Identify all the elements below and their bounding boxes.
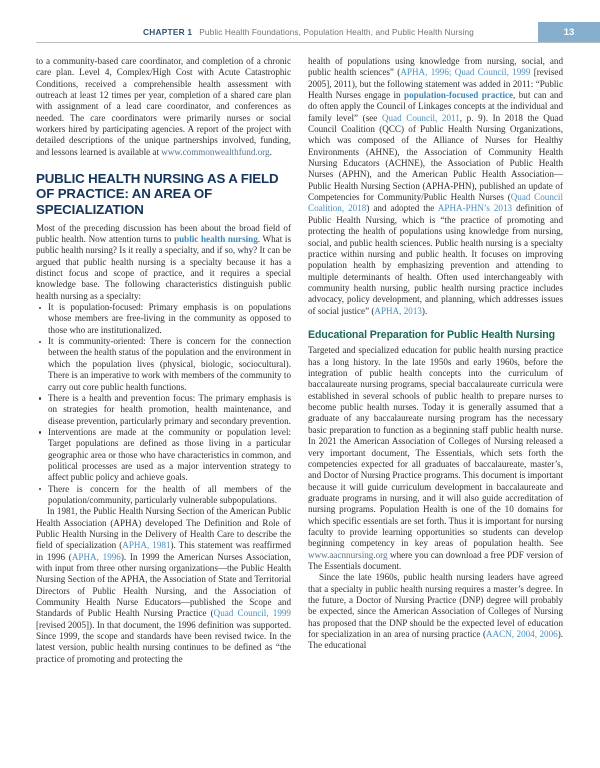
paragraph-history (36, 506, 291, 665)
intro-part-2: . What is public health nursing? Is it really a specialty, and if so, why? It can be argued that public health nursing is a specialty because it has a distinct focus and scope of practice, and it requires a special knowledge base. The following characteristics distinguish public health nursing as a specialty: (36, 234, 291, 301)
commonwealth-fund-link[interactable]: www.commonwealthfund.org (161, 146, 270, 157)
definition-part-7: ). (421, 305, 428, 316)
definition-part-6: definition of Public Health Nursing, which is “the practice of promoting and protecting the health of populations using knowledge from nursing, social, and public health sciences. Public health nursing is a specialty practice within nursing and public health. It focuses on improving population health by emphasizing prevention and attending to multiple determinants of health. Often used interchangeably with community health nursing, public health nursing practice includes advocacy, policy development, and planning, which addresses issues of social justice” ( (308, 203, 563, 316)
continued-text-after: . (269, 146, 272, 157)
paragraph-final (308, 572, 563, 651)
paragraph-education (308, 345, 563, 572)
education-part-1: Targeted and specialized education for public health nursing practice has a long history. In the late 1950s and early 1960s, before the integration of public health concepts into the curriculum of baccalaureate nursing programs, special baccalaureate curricula were established in several schools of public health to prepare nurses to become public health nurses. Today it is generally assumed that a graduate of any baccalaureate nursing program has the necessary basic preparation to function as a beginning staff public health nurse. In 2021 the American Association of Colleges of Nursing released a very important document, The Essentials, which sets forth the competencies expected for all graduates of baccalaureate, master’s, and Doctor of Nursing Practice programs. This document is important because it will guide curriculum development in baccalaureate and graduate programs in nursing, and it will also guide accreditation of nursing programs. Population Health is one of the 10 domains for which specific essentials are set forth. Thus it is important for nursing faculty to provide learning opportunities so students can develop beginning competency in key areas of population health. See (308, 345, 563, 549)
two-column-body (36, 56, 564, 748)
definition-part-3: , but can and do often apply the Council of Linkages concepts at the individual and family level” (see (308, 90, 563, 123)
paragraph-intro (36, 223, 291, 302)
header-left-spacer (0, 22, 143, 42)
citation-apha-1981[interactable]: APHA, 1981 (122, 540, 171, 551)
chapter-title: Public Health Foundations, Population Health, and Public Health Nursing (199, 27, 474, 37)
intro-part-1: Most of the preceding discussion has been about the broad field of public health. Now attention turns to (36, 222, 291, 245)
key-term-population-focused-practice: population-focused practice (404, 90, 514, 101)
chapter-label: CHAPTER 1 (143, 27, 193, 37)
paragraph-definition (308, 56, 563, 317)
header-divider (36, 42, 600, 43)
section-heading: PUBLIC HEALTH NURSING AS A FIELD OF PRACTICE: AN AREA OF SPECIALIZATION (36, 171, 279, 217)
list-item: There is a health and prevention focus: The primary emphasis is on strategies for health promotion, health maintenance, and disease prevention, particularly primary and secondary prevention. (36, 393, 291, 427)
history-part-4: [revised 2005]). In that document, the 1996 definition was supported. Since 1999, the scope and standards have been revised twice. In the latest version, public health nursing continues to be defined as “the practice of promoting and protecting the (36, 619, 291, 664)
left-column (36, 56, 291, 748)
continued-text-before: to a community-based care coordinator, and completion of a chronic care plan. Level 4, Complex/High Cost with Acute Catastrophic Conditions, received a comprehensible health assessment with outreach at least 12 times per year, completion of a shared care plan with assignment of a lead care coordinator, and conferences as needed. The care coordinators were primarily nurses or social workers hired by participating agencies. A report of the project with detailed descriptions of the unique partnerships involved, funding, and lessons learned is available at (36, 56, 291, 157)
running-header (0, 22, 600, 42)
list-item: It is community-oriented: There is concern for the connection between the health status of the population and the environment in which the population lives (physical, biologic, sociocultural). There is an imperative to work with members of the community to carry out core public health functions. (36, 336, 291, 393)
list-item: There is concern for the health of all members of the population/community, particularly vulnerable subpopulations. (36, 484, 291, 507)
definition-part-4: , p. 9). In 2018 the Quad Council Coalition (QCC) of Public Health Nursing Organizations, which was composed of the Alliance of Nurses for Healthy Environments (AHNE), the Association of Community Health Nursing Educators (ACHNE), the Association of Public Health Nurses (APHN), and the American Public Health Association—Public Health Nursing Section (APHA-PHN), published an update of Competencies for Community/Public Health Nurses ( (308, 112, 563, 203)
history-part-2: ). This statement was reaffirmed in 1996 ( (36, 540, 291, 562)
education-part-2: where you can download a free PDF version of The Essentials document. (308, 549, 563, 571)
right-column (308, 56, 563, 748)
history-part-3: ). In 1999 the American Nurses Association, with input from three other nursing organizations—the Public Health Nursing Section of the APHA, the Association of State and Territorial Directors of Public Health Nursing, and the Association of Community Health Nurse Educators—published the Scope and Standards of Public Health Nursing Practice ( (36, 551, 291, 619)
citation-quad-council-2011[interactable]: Quad Council, 2011 (381, 112, 460, 123)
page-number-badge: 13 (538, 22, 600, 42)
citation-aacn-2004-2006[interactable]: AACN, 2004, 2006 (486, 629, 558, 639)
citation-apha-phn-2013[interactable]: APHA-PHN’s 2013 (437, 203, 513, 214)
header-text-group (143, 22, 538, 42)
history-part-1: In 1981, the Public Health Nursing Section of the American Public Health Association (APHA) developed The Definition and Role of Public Health Nursing in the Delivery of Health Care to describe the field of specialization ( (36, 506, 291, 551)
citation-apha-1996[interactable]: APHA, 1996 (71, 551, 121, 562)
definition-part-2: [revised 2005], 2011), but the following statement was added in 2011: “Public Health Nurses engage in (308, 67, 563, 101)
citation-quad-council-1999[interactable]: Quad Council, 1999 (213, 608, 291, 619)
characteristics-list (36, 302, 291, 506)
list-item: Interventions are made at the community or population level: Target populations are defined as those living in a particular geographic area or those who have characteristics in common, and political processes are used as a major intervention strategy to affect public policy and achieve goals. (36, 427, 291, 484)
paragraph-continued (36, 56, 291, 158)
key-term-public-health-nursing: public health nursing (174, 234, 258, 245)
definition-part-5: ) and adopted the (366, 203, 438, 214)
aacn-nursing-link[interactable]: www.aacnnursing.org (308, 549, 388, 560)
subsection-heading: Educational Preparation for Public Health Nursing (308, 328, 556, 341)
citation-apha-1996-quad-1999[interactable]: APHA, 1996; Quad Council, 1999 (400, 67, 531, 78)
final-part-2: ). The educational (308, 629, 563, 651)
citation-apha-2013[interactable]: APHA, 2013 (374, 305, 422, 316)
definition-part-1: health of populations using knowledge from nursing, social, and public health sciences” ( (308, 56, 563, 78)
final-part-1: Since the late 1960s, public health nursing leaders have agreed that a specialty in public health nursing requires a master’s degree. In the future, a Doctor of Nursing Practice (DNP) degree will probably be expected, since the American Association of Colleges of Nursing has proposed that the DNP should be the expected level of education for specialization in an area of nursing practice ( (308, 572, 563, 639)
list-item: It is population-focused: Primary emphasis is on populations whose members are free-living in the community as opposed to those who are institutionalized. (36, 302, 291, 336)
citation-quad-council-coalition-2018[interactable]: Quad Council Coalition, 2018 (308, 192, 563, 214)
